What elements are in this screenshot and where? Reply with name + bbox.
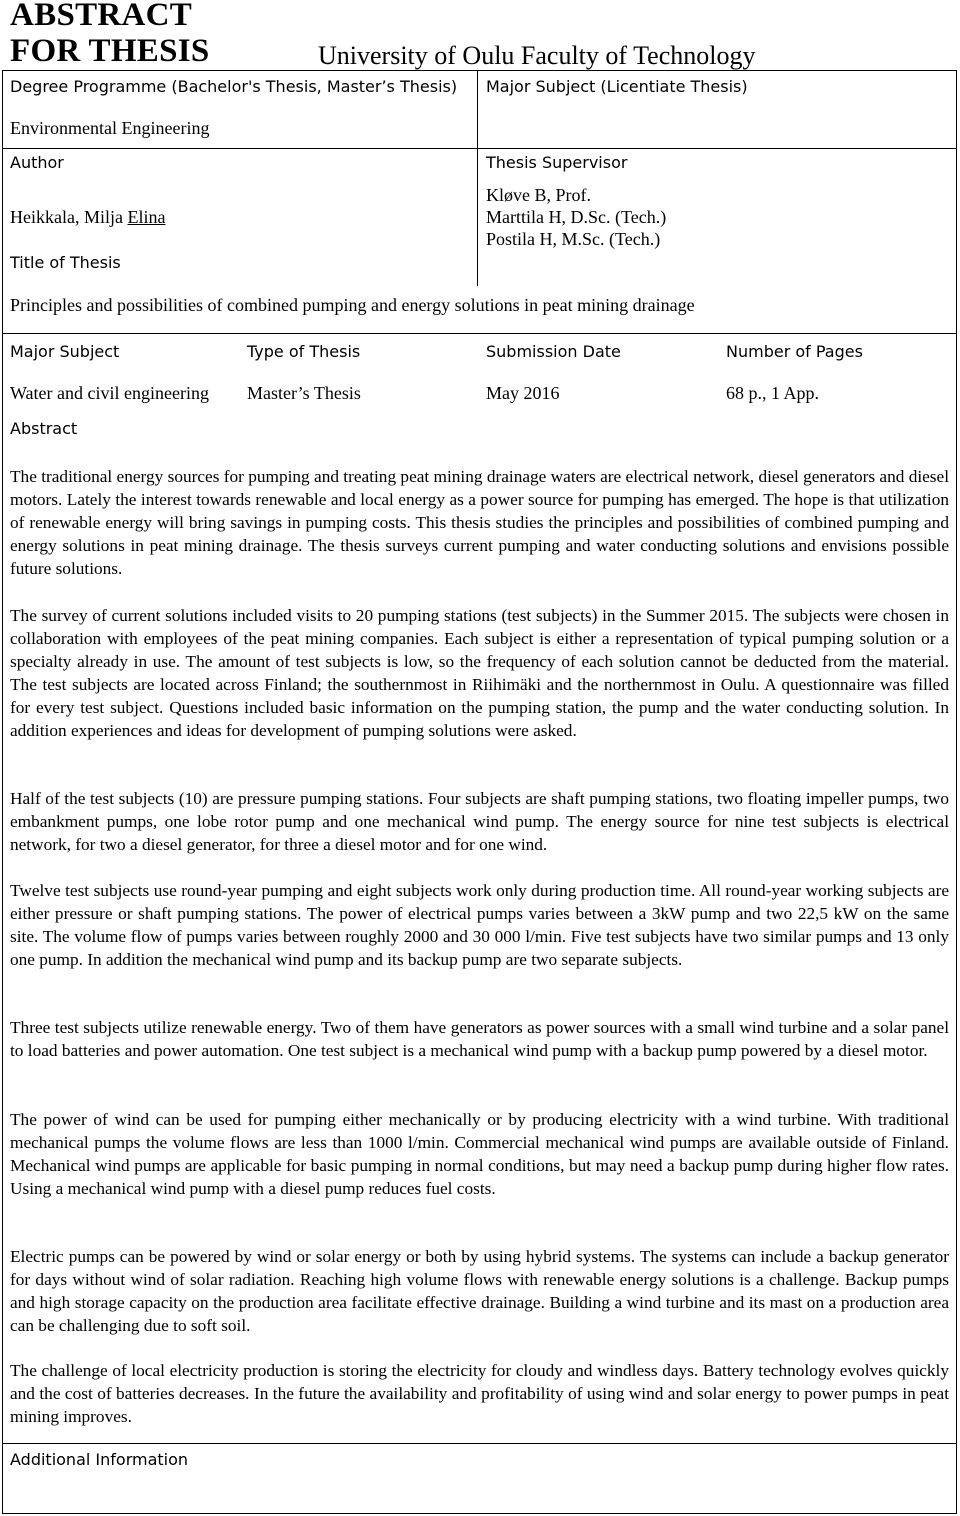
submission-date-label: Submission Date <box>486 342 621 361</box>
abstract-paragraph-4: Twelve test subjects use round-year pumping and eight subjects work only during production time. All round-year working subjects are either pressure or shaft pumping stations. The power of electrical pumps varies between a 3kW pump and two 22,5 kW on the same site. The volume flow of pumps varies between roughly 2000 and 30 000 l/min. Five test subjects have two similar pumps and 13 only one pump. In addition the mechanical wind pump and its backup pump are two separate subjects. <box>10 881 949 969</box>
document-title-line2: FOR THESIS <box>10 33 210 69</box>
degree-programme-label: Degree Programme (Bachelor's Thesis, Master’s Thesis) <box>10 77 458 96</box>
document-title-line1: ABSTRACT <box>10 0 193 33</box>
supervisor-2: Marttila H, D.Sc. (Tech.) <box>486 207 667 227</box>
abstract-paragraph-3: Half of the test subjects (10) are pressure pumping stations. Four subjects are shaft pumping stations, two floating impeller pumps, two embankment pumps, one lobe rotor pump and one mechanical wind pump. The energy source for nine test subjects is electrical network, for two a diesel generator, for three a diesel motor and for one wind. <box>10 789 949 854</box>
divider-meta <box>2 333 957 334</box>
supervisor-3: Postila H, M.Sc. (Tech.) <box>486 229 661 249</box>
divider-vertical-top <box>477 70 478 286</box>
divider-author <box>2 148 957 149</box>
major-subject-licentiate-label: Major Subject (Licentiate Thesis) <box>486 77 748 96</box>
type-of-thesis-label: Type of Thesis <box>247 342 361 361</box>
author-name <box>10 206 165 228</box>
number-of-pages-value: 68 p., 1 App. <box>726 383 820 403</box>
number-of-pages-label: Number of Pages <box>726 342 863 361</box>
supervisor-1: Kløve B, Prof. <box>486 185 591 205</box>
abstract-label: Abstract <box>10 419 78 438</box>
title-of-thesis-label: Title of Thesis <box>10 253 121 272</box>
author-name-underlined: Elina <box>127 207 166 227</box>
author-label: Author <box>10 153 64 172</box>
university-name: University of Oulu Faculty of Technology <box>318 41 756 70</box>
thesis-supervisor-label: Thesis Supervisor <box>486 153 628 172</box>
additional-information-label: Additional Information <box>10 1450 189 1469</box>
abstract-paragraph-7: Electric pumps can be powered by wind or solar energy or both by using hybrid systems. The systems can include a backup generator for days without wind of solar radiation. Reaching high volume flows with renewable energy solutions is a challenge. Backup pumps and high storage capacity on the production area facilitate effective drainage. Building a wind turbine and its mast on a production area can be challenging due to soft soil. <box>10 1247 949 1335</box>
abstract-paragraph-6: The power of wind can be used for pumping either mechanically or by producing electricity with a wind turbine. With traditional mechanical pumps the volume flows are less than 1000 l/min. Commercial mechanical wind pumps are available outside of Finland. Mechanical wind pumps are applicable for basic pumping in normal conditions, but may need a backup pump during higher flow rates. Using a mechanical wind pump with a diesel pump reduces fuel costs. <box>10 1110 949 1198</box>
author-name-text: Heikkala, Milja <box>10 207 128 227</box>
major-subject-value: Water and civil engineering <box>10 383 209 403</box>
abstract-paragraph-8: The challenge of local electricity production is storing the electricity for cloudy and windless days. Battery technology evolves quickly and the cost of batteries decreases. In the future the availability and profitability of using wind and solar energy to power pumps in peat mining improves. <box>10 1361 949 1426</box>
title-of-thesis-value: Principles and possibilities of combined pumping and energy solutions in peat mining drainage <box>10 295 695 315</box>
abstract-paragraph-5: Three test subjects utilize renewable energy. Two of them have generators as power sources with a small wind turbine and a solar panel to load batteries and power automation. One test subject is a mechanical wind pump with a backup pump powered by a diesel motor. <box>10 1018 949 1060</box>
abstract-paragraph-2: The survey of current solutions included visits to 20 pumping stations (test subjects) in the Summer 2015. The subjects were chosen in collaboration with employees of the peat mining companies. Each subject is either a representation of typical pumping solution or a specialty already in use. The amount of test subjects is low, so the frequency of each solution cannot be deducted from the material. The test subjects are located across Finland; the southernmost in Riihimäki and the northernmost in Oulu. A questionnaire was filled for every test subject. Questions included basic information on the pumping station, the pump and the water conducting solution. In addition experiences and ideas for development of pumping solutions were asked. <box>10 606 949 740</box>
divider-additional <box>2 1443 957 1444</box>
major-subject-label: Major Subject <box>10 342 120 361</box>
abstract-paragraph-1: The traditional energy sources for pumping and treating peat mining drainage waters are electrical network, diesel generators and diesel motors. Lately the interest towards renewable and local energy as a power source for pumping has emerged. The hope is that utilization of renewable energy will bring savings in pumping costs. This thesis studies the principles and possibilities of combined pumping and energy solutions in peat mining drainage. The thesis surveys current pumping and water conducting solutions and envisions possible future solutions. <box>10 467 949 578</box>
type-of-thesis-value: Master’s Thesis <box>247 383 361 403</box>
degree-programme-value: Environmental Engineering <box>10 118 210 138</box>
submission-date-value: May 2016 <box>486 383 560 403</box>
